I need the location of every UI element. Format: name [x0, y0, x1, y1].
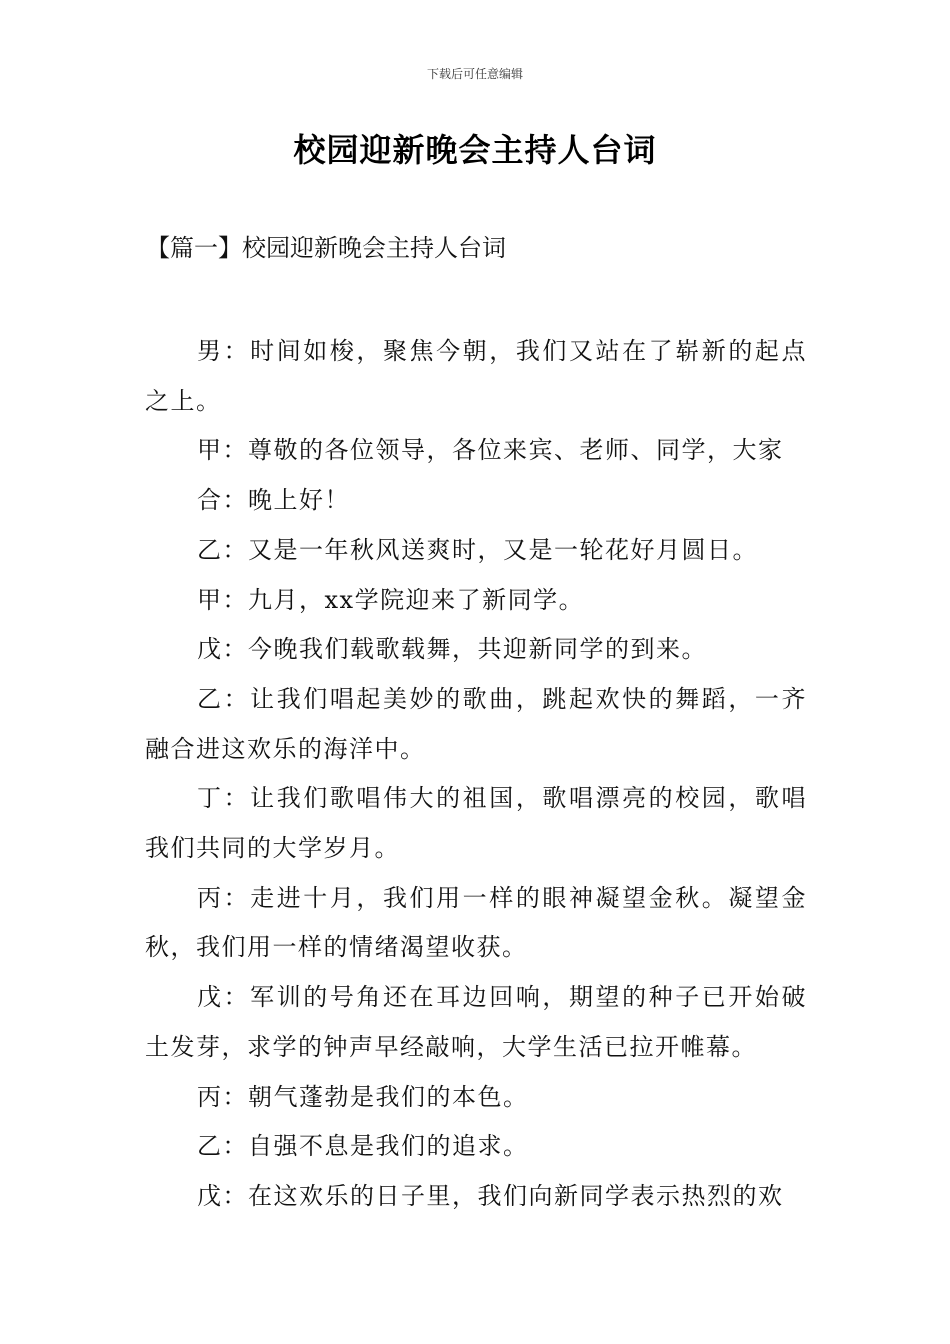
script-body: [145, 327, 807, 1222]
section-heading: 【篇一】校园迎新晚会主持人台词: [146, 234, 506, 262]
paragraph-1: 男：时间如梭，聚焦今朝，我们又站在了崭新的起点之上。: [145, 337, 807, 415]
paragraph-8: 丁：让我们歌唱伟大的祖国，歌唱漂亮的校园，歌唱我们共同的大学岁月。: [145, 784, 807, 863]
document-title: 校园迎新晚会主持人台词: [293, 131, 657, 169]
paragraph-11: 丙：朝气蓬勃是我们的本色。: [197, 1082, 529, 1111]
paragraph-10: 戊：军训的号角还在耳边回响，期望的种子已开始破土发芽，求学的钟声早经敲响，大学生活已拉开帷幕。: [145, 983, 807, 1061]
paragraph-7: 乙：让我们唱起美妙的歌曲，跳起欢快的舞蹈，一齐融合进这欢乐的海洋中。: [145, 684, 807, 763]
paragraph-6: 戊：今晚我们载歌载舞，共迎新同学的到来。: [197, 635, 707, 664]
paragraph-9: 丙：走进十月，我们用一样的眼神凝望金秋。凝望金秋，我们用一样的情绪渴望收获。: [145, 883, 807, 962]
paragraph-5: 甲：九月，xx学院迎来了新同学。: [197, 585, 585, 614]
paragraph-13: 戊：在这欢乐的日子里，我们向新同学表示热烈的欢: [197, 1181, 784, 1210]
page-header-note: 下载后可任意编辑: [426, 67, 523, 81]
paragraph-4: 乙：又是一年秋风送爽时，又是一轮花好月圆日。: [197, 535, 758, 564]
paragraph-3: 合：晚上好！: [197, 486, 350, 515]
paragraph-12: 乙：自强不息是我们的追求。: [197, 1132, 529, 1161]
paragraph-2: 甲：尊敬的各位领导，各位来宾、老师、同学，大家: [197, 436, 784, 465]
